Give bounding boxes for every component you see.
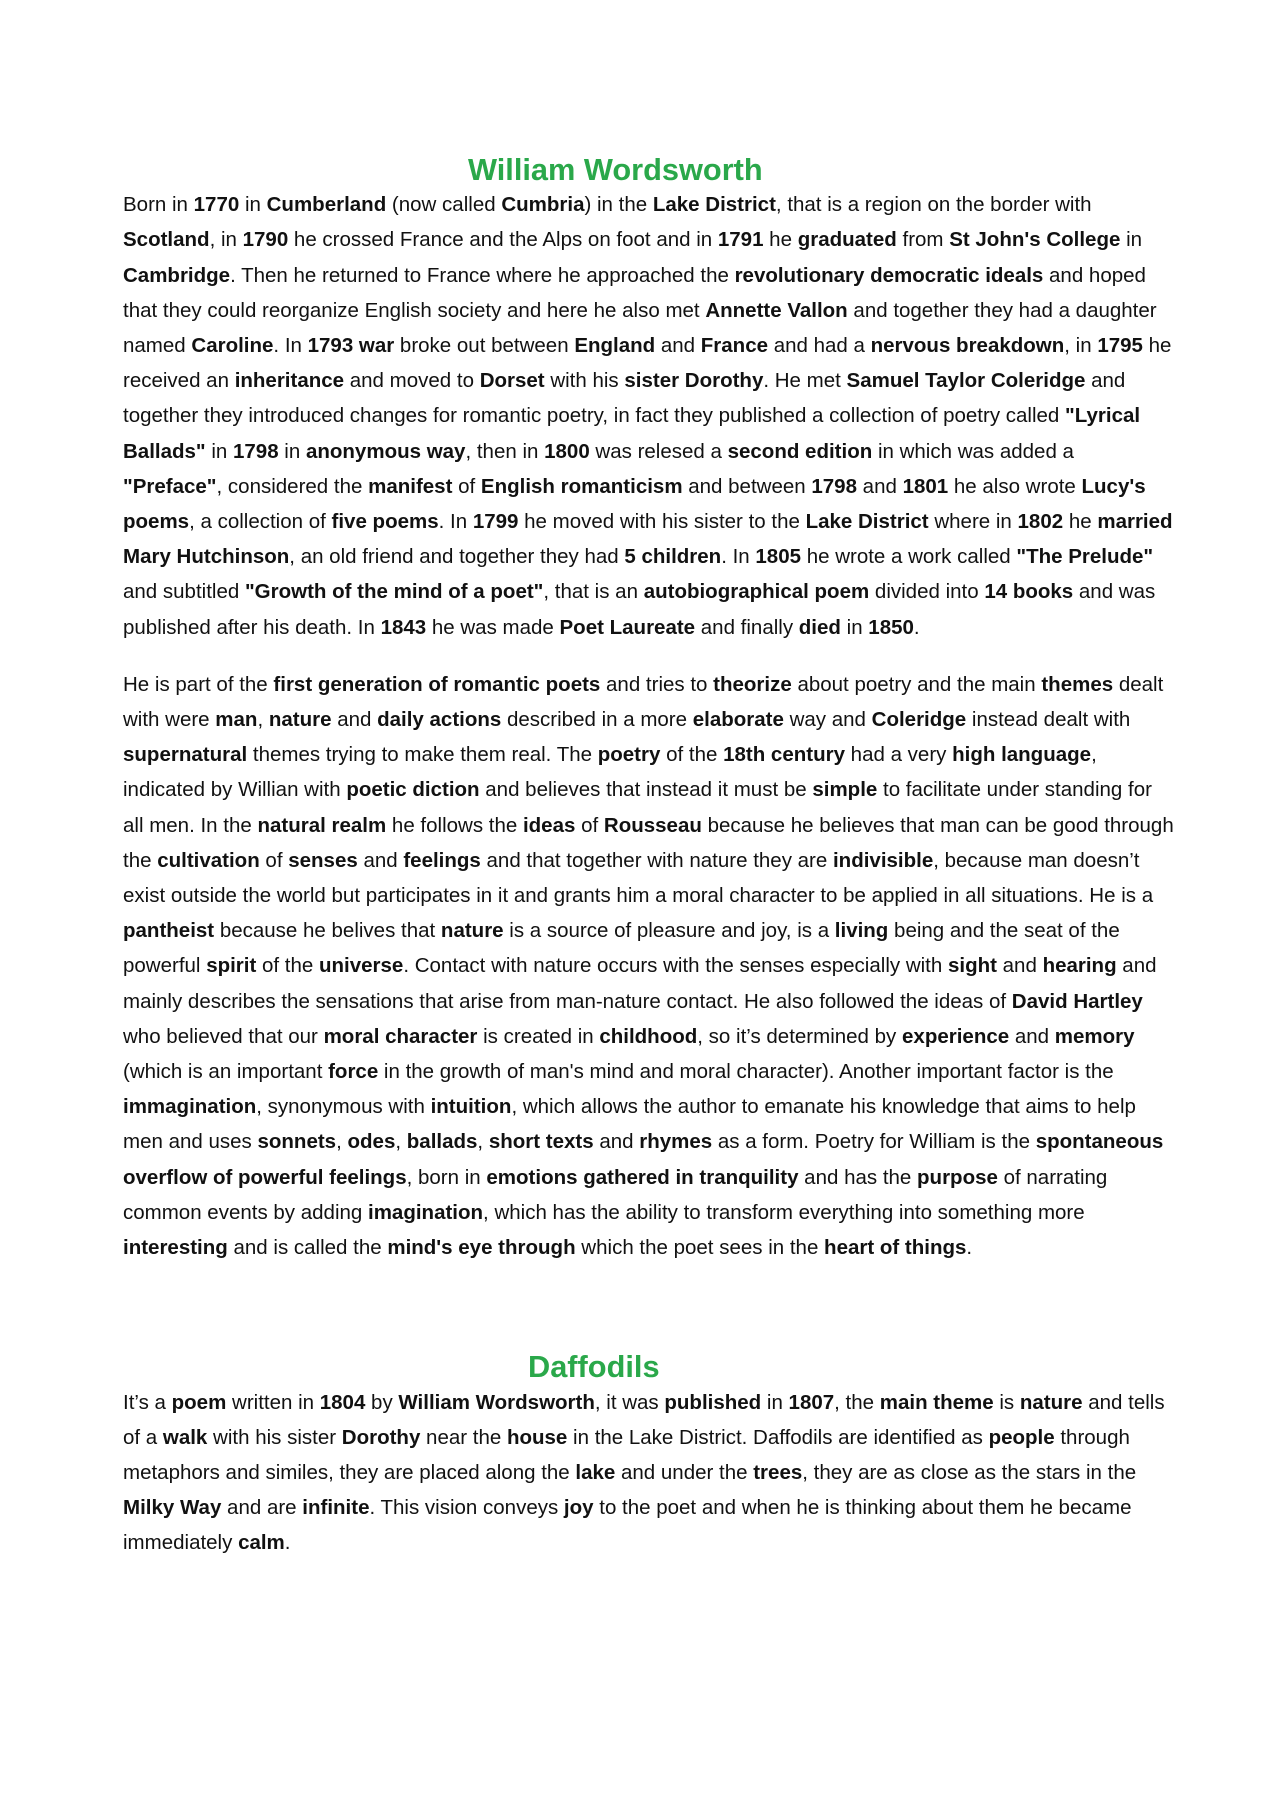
emphasis-text: ideas (522, 813, 576, 837)
section-title-daffodils: Daffodils (528, 1349, 660, 1385)
emphasis-text: Rousseau (603, 813, 702, 837)
emphasis-text: poem (171, 1390, 227, 1414)
emphasis-text: "Preface" (123, 474, 217, 498)
emphasis-text: 1800 (544, 439, 590, 463)
emphasis-text: English romanticism (480, 474, 683, 498)
emphasis-text: 1793 war (307, 334, 395, 358)
emphasis-text: 1798 (233, 439, 279, 463)
emphasis-text: nature (440, 919, 504, 943)
emphasis-text: St John's College (949, 228, 1121, 252)
emphasis-text: rhymes (639, 1130, 713, 1154)
emphasis-text: infinite (302, 1496, 370, 1520)
emphasis-text: Cambridge (123, 263, 231, 287)
emphasis-text: cultivation (157, 848, 260, 872)
emphasis-text: inheritance (234, 369, 345, 393)
emphasis-text: main theme (879, 1390, 994, 1414)
emphasis-text: Cumbria (501, 193, 585, 217)
emphasis-text: 14 books (984, 580, 1074, 604)
emphasis-text: 1850 (868, 615, 914, 639)
emphasis-text: Dorothy (341, 1425, 421, 1449)
emphasis-text: 18th century (723, 743, 845, 767)
emphasis-text: memory (1054, 1024, 1135, 1048)
emphasis-text: senses (288, 848, 358, 872)
emphasis-text: trees (753, 1460, 803, 1484)
emphasis-text: daily actions (377, 708, 502, 732)
section-title-wordsworth: William Wordsworth (468, 152, 763, 187)
paragraph-biography: Born in 1770 in Cumberland (now called Cumbria) in the Lake District, that is a region on the border with Scotland, in 1790 he crossed France and the Alps on foot and in 1791 he graduated from St John's College in Cambridge. Then he returned to France where he approached the revolutionary democratic ideals and hoped that they could reorganize English society and here he also met Annette Vallon and together they had a daughter named Caroline. In 1793 war broke out between England and France and had a nervous breakdown, in 1795 he received an inheritance and moved to Dorset with his sister Dorothy. He met Samuel Taylor Coleridge and together they introduced changes for romantic poetry, in fact they published a collection of poetry called "Lyrical Ballads" in 1798 in anonymous way, then in 1800 was relesed a second edition in which was added a "Preface", considered the manifest of English romanticism and between 1798 and 1801 he also wrote Lucy's poems, a collection of five poems. In 1799 he moved with his sister to the Lake District where in 1802 he married Mary Hutchinson, an old friend and together they had 5 children. In 1805 he wrote a work called "The Prelude" and subtitled "Growth of the mind of a poet", that is an autobiographical poem divided into 14 books and was published after his death. In 1843 he was made Poet Laureate and finally died in 1850. (123, 193, 1173, 639)
section-spacer (123, 1287, 1175, 1349)
emphasis-text: 5 children (624, 545, 722, 569)
emphasis-text: immagination (123, 1095, 257, 1119)
emphasis-text: first generation of romantic poets (273, 672, 601, 696)
emphasis-text: interesting (123, 1236, 228, 1260)
emphasis-text: themes (1041, 672, 1114, 696)
emphasis-text: elaborate (692, 708, 784, 732)
emphasis-text: calm (238, 1531, 285, 1555)
emphasis-text: nature (268, 708, 332, 732)
emphasis-text: natural realm (257, 813, 387, 837)
emphasis-text: 1791 (717, 228, 764, 252)
emphasis-text: Caroline (191, 334, 274, 358)
emphasis-text: man (215, 708, 258, 732)
emphasis-text: feelings (403, 848, 481, 872)
paragraph-poetics: He is part of the first generation of romantic poets and tries to theorize about poetry and the main themes dealt with were man, nature and daily actions described in a more elaborate way and Coleridge instead dealt with supernatural themes trying to make them real. The poetry of the 18th century had a very high language, indicated by Willian with poetic diction and believes that instead it must be simple to facilitate under standing for all men. In the natural realm he follows the ideas of Rousseau because he believes that man can be good through the cultivation of senses and feelings and that together with nature they are indivisible, because man doesn’t exist outside the world but participates in it and grants him a moral character to be applied in all situations. He is a pantheist because he belives that nature is a source of pleasure and joy, is a living being and the seat of the powerful spirit of the universe. Contact with nature occurs with the senses especially with sight and hearing and mainly describes the sensations that arise from man-nature contact. He also followed the ideas of David Hartley who believed that our moral character is created in childhood, so it’s determined by experience and memory (which is an important force in the growth of man's mind and moral character). Another important factor is the immagination, synonymous with intuition, which allows the author to emanate his knowledge that aims to help men and uses sonnets, odes, ballads, short texts and rhymes as a form. Poetry for William is the spontaneous overflow of powerful feelings, born in emotions gathered in tranquility and has the purpose of narrating common events by adding imagination, which has the ability to transform everything into something more interesting and is called the mind's eye through which the poet sees in the heart of things. (123, 672, 1174, 1260)
emphasis-text: short texts (488, 1130, 594, 1154)
emphasis-text: moral character (323, 1024, 478, 1048)
emphasis-text: mind's eye through (387, 1236, 576, 1260)
emphasis-text: experience (902, 1024, 1010, 1048)
emphasis-text: 1804 (319, 1390, 366, 1414)
emphasis-text: nature (1019, 1390, 1083, 1414)
emphasis-text: imagination (368, 1200, 484, 1224)
emphasis-text: theorize (713, 672, 792, 696)
emphasis-text: revolutionary democratic ideals (734, 263, 1044, 287)
emphasis-text: Lake District (652, 193, 776, 217)
emphasis-text: poetry (597, 743, 661, 767)
emphasis-text: published (664, 1390, 762, 1414)
emphasis-text: poetic diction (346, 778, 480, 802)
emphasis-text: 1801 (902, 474, 949, 498)
emphasis-text: house (506, 1425, 568, 1449)
emphasis-text: France (700, 334, 769, 358)
emphasis-text: 1807 (788, 1390, 835, 1414)
emphasis-text: spontaneous overflow of powerful feelings (123, 1130, 1164, 1189)
emphasis-text: 1805 (755, 545, 802, 569)
emphasis-text: living (834, 919, 889, 943)
emphasis-text: Milky Way (123, 1496, 222, 1520)
emphasis-text: Scotland (123, 228, 210, 252)
emphasis-text: 1795 (1097, 334, 1143, 358)
emphasis-text: odes (347, 1130, 396, 1154)
emphasis-text: Annette Vallon (705, 298, 848, 322)
emphasis-text: William Wordsworth (398, 1390, 595, 1414)
emphasis-text: 1802 (1017, 510, 1064, 534)
emphasis-text: five poems (331, 510, 439, 534)
emphasis-text: sight (947, 954, 997, 978)
emphasis-text: sonnets (257, 1130, 337, 1154)
emphasis-text: "Lyrical Ballads" (123, 404, 1141, 463)
emphasis-text: force (328, 1060, 379, 1084)
emphasis-text: manifest (368, 474, 453, 498)
emphasis-text: heart of things (824, 1236, 967, 1260)
emphasis-text: supernatural (123, 743, 248, 767)
emphasis-text: sister Dorothy (624, 369, 764, 393)
emphasis-text: Poet Laureate (559, 615, 696, 639)
emphasis-text: graduated (797, 228, 897, 252)
emphasis-text: "The Prelude" (1016, 545, 1154, 569)
emphasis-text: 1770 (193, 193, 240, 217)
emphasis-text: hearing (1042, 954, 1117, 978)
emphasis-text: childhood (599, 1024, 698, 1048)
emphasis-text: "Growth of the mind of a poet" (244, 580, 544, 604)
emphasis-text: simple (812, 778, 878, 802)
emphasis-text: 1843 (380, 615, 427, 639)
emphasis-text: 1798 (811, 474, 857, 498)
emphasis-text: 1790 (242, 228, 289, 252)
emphasis-text: indivisible (832, 848, 934, 872)
document-page (123, 152, 1175, 1583)
emphasis-text: died (798, 615, 841, 639)
emphasis-text: anonymous way (305, 439, 466, 463)
emphasis-text: Lake District (805, 510, 929, 534)
emphasis-text: walk (162, 1425, 208, 1449)
emphasis-text: nervous breakdown (870, 334, 1065, 358)
emphasis-text: married Mary Hutchinson (123, 510, 1173, 569)
emphasis-text: ballads (406, 1130, 478, 1154)
emphasis-text: England (574, 334, 656, 358)
emphasis-text: Coleridge (871, 708, 967, 732)
emphasis-text: purpose (917, 1165, 998, 1189)
emphasis-text: universe (319, 954, 404, 978)
emphasis-text: people (988, 1425, 1055, 1449)
emphasis-text: spirit (206, 954, 257, 978)
emphasis-text: David Hartley (1011, 989, 1143, 1013)
emphasis-text: Cumberland (266, 193, 387, 217)
emphasis-text: autobiographical poem (643, 580, 870, 604)
emphasis-text: Samuel Taylor Coleridge (846, 369, 1086, 393)
emphasis-text: Lucy's poems (123, 474, 1146, 534)
emphasis-text: emotions gathered in tranquility (486, 1165, 799, 1189)
emphasis-text: second edition (727, 439, 873, 463)
emphasis-text: 1799 (472, 510, 519, 534)
emphasis-text: pantheist (123, 919, 215, 943)
paragraph-daffodils: It’s a poem written in 1804 by William Wordsworth, it was published in 1807, the main theme is nature and tells of a walk with his sister Dorothy near the house in the Lake District. Daffodils are identified as people through metaphors and similes, they are placed along the lake and under the trees, they are as close as the stars in the Milky Way and are infinite. This vision conveys joy to the poet and when he is thinking about them he became immediately calm. (123, 1390, 1165, 1555)
emphasis-text: high language (952, 743, 1092, 767)
emphasis-text: lake (575, 1460, 616, 1484)
emphasis-text: intuition (430, 1095, 512, 1119)
emphasis-text: joy (563, 1496, 594, 1520)
emphasis-text: Dorset (479, 369, 545, 393)
